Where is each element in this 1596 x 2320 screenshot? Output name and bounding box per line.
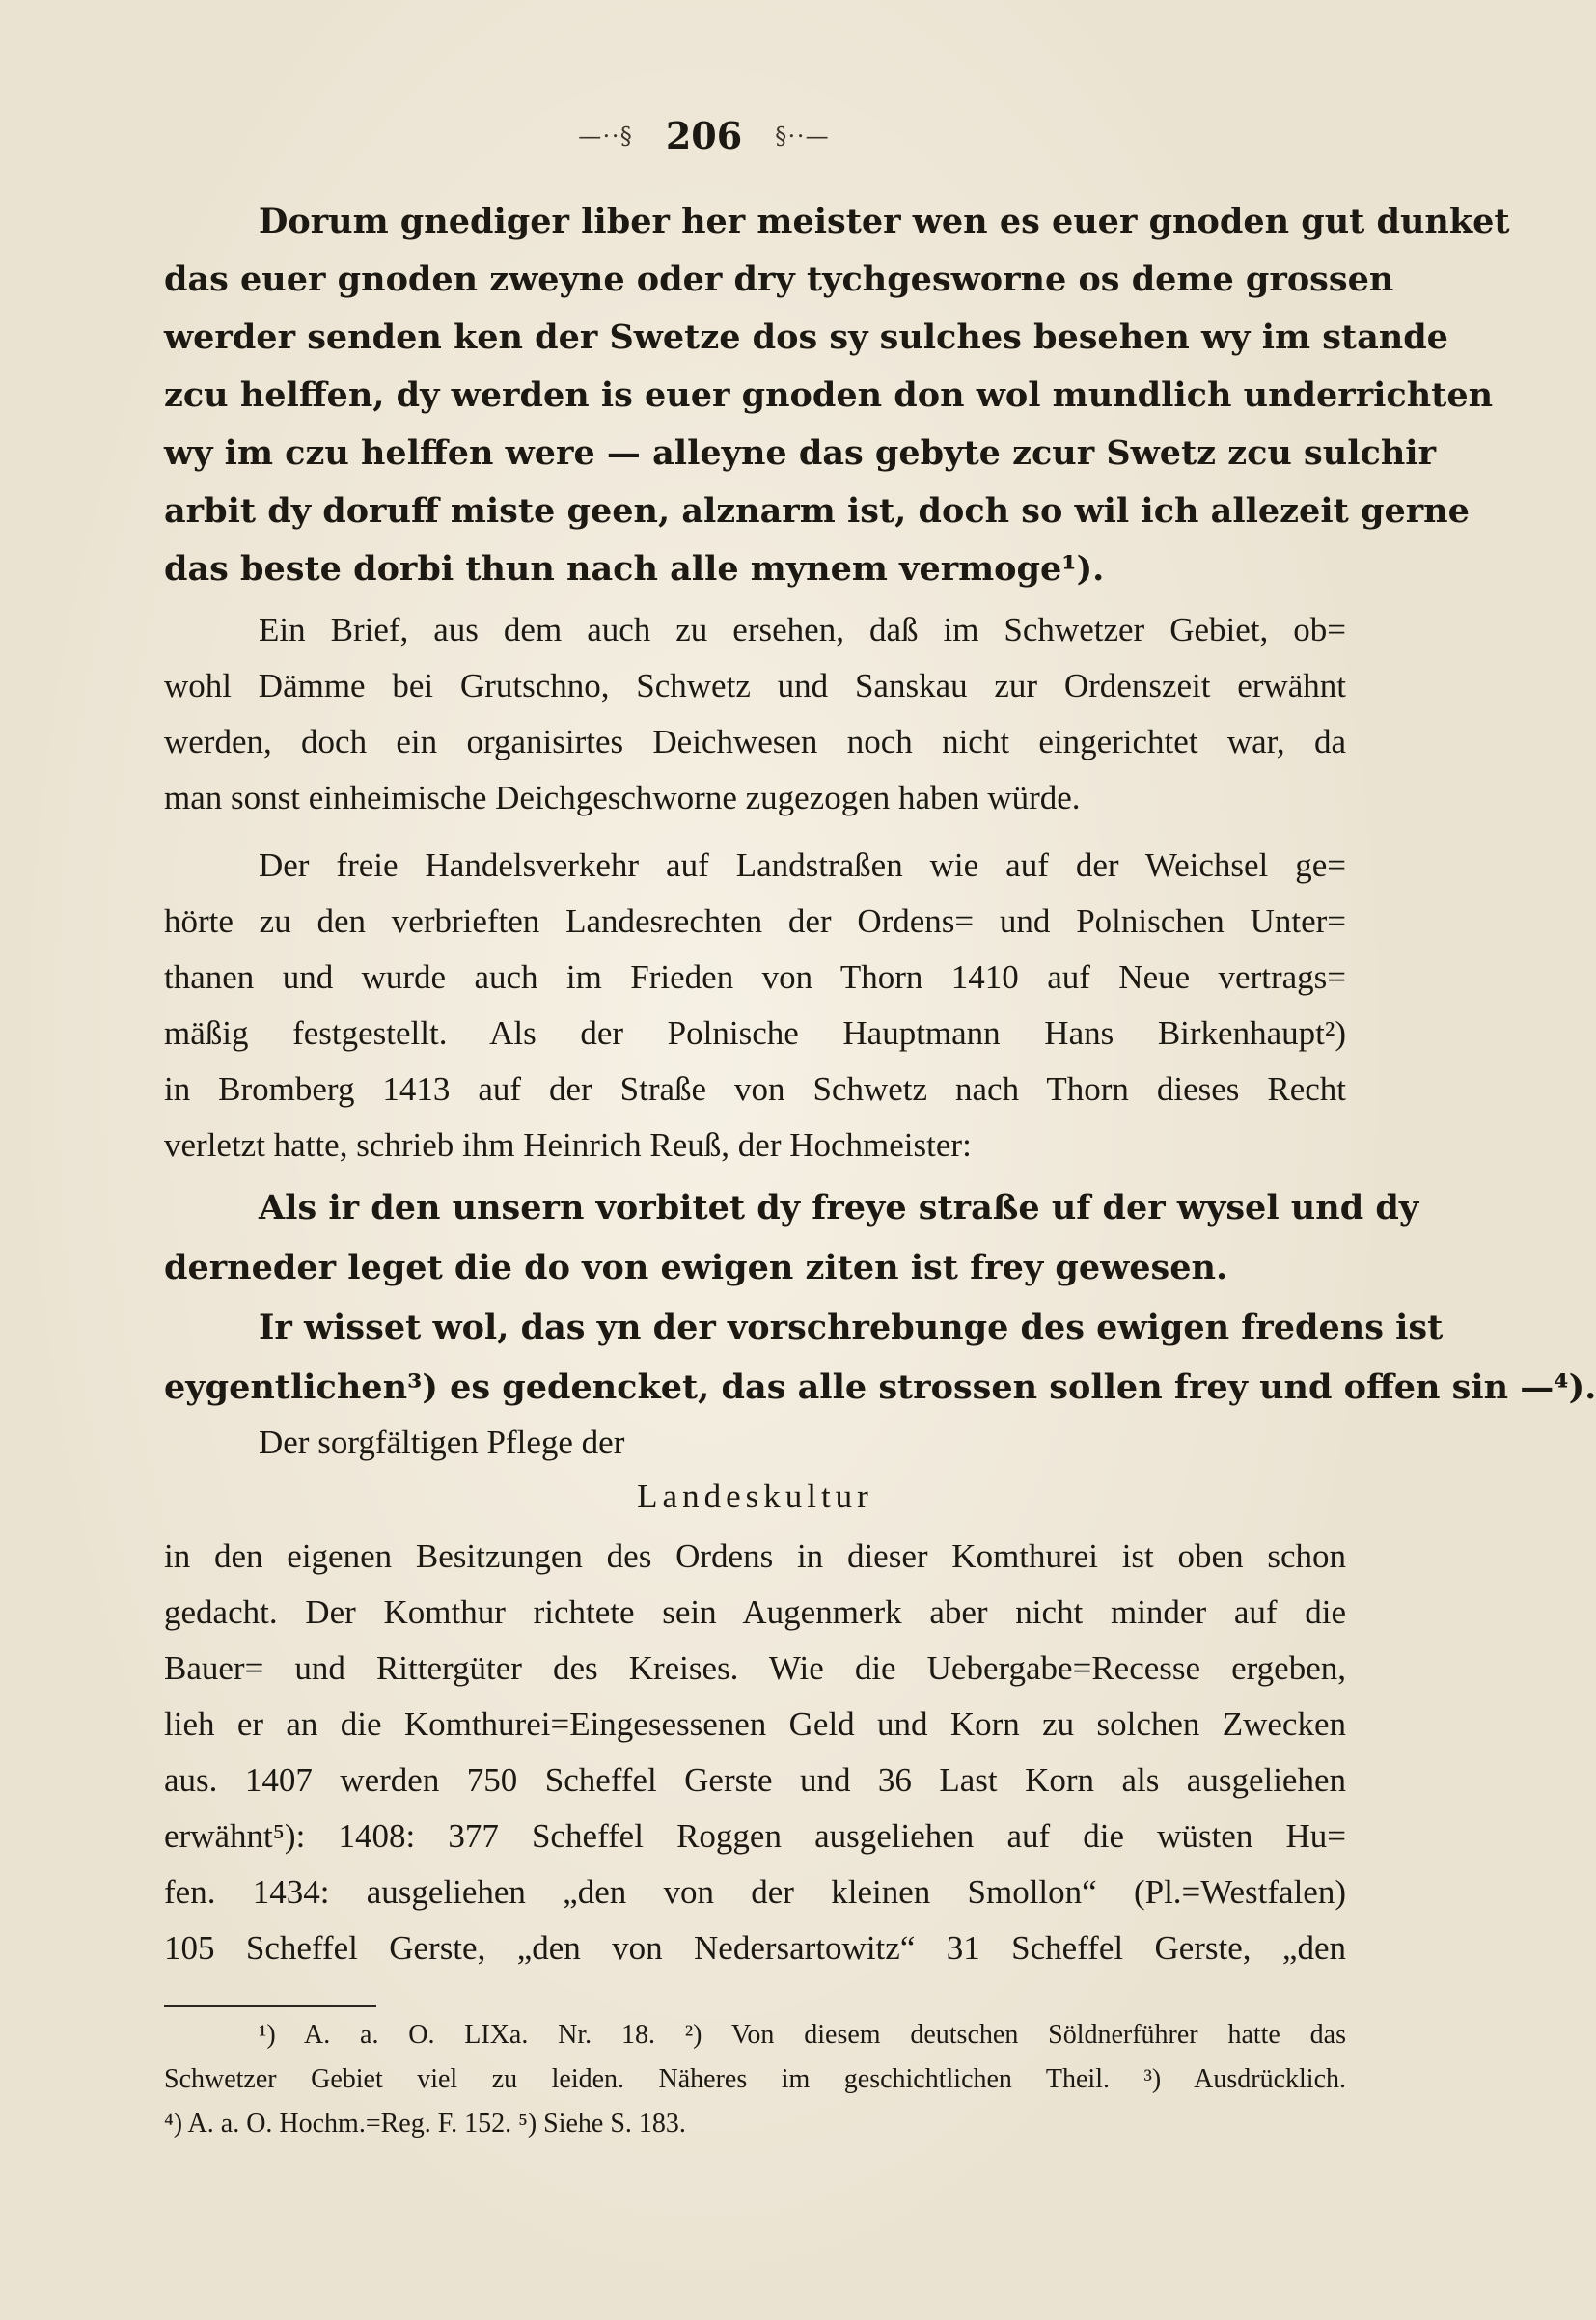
text-line: derneder leget die do von ewigen ziten ist frey gewesen. — [164, 1248, 1228, 1287]
text-line: hörte zu den verbrieften Landesrechten der Ordens= und Polnischen Unter= — [164, 902, 1346, 940]
footnote-rule — [164, 2005, 376, 2007]
text-line: mäßig festgestellt. Als der Polnische Hauptmann Hans Birkenhaupt²) — [164, 1014, 1346, 1052]
text-line: verletzt hatte, schrieb ihm Heinrich Reuß, der Hochmeister: — [164, 1126, 972, 1164]
text-line: Als ir den unsern vorbitet dy freye straße uf der wysel und dy — [259, 1188, 1419, 1228]
footnote-line: ¹) A. a. O. LIXa. Nr. 18. ²) Von diesem deutschen Söldnerführer hatte das — [259, 2020, 1346, 2050]
text-line: das euer gnoden zweyne oder dry tychgesworne os deme grossen — [164, 260, 1394, 299]
text-line: Der freie Handelsverkehr auf Landstraßen wie auf der Weichsel ge= — [259, 846, 1346, 884]
text-line: arbit dy doruff miste geen, alznarm ist, doch so wil ich allezeit gerne — [164, 491, 1470, 531]
text-line: das beste dorbi thun nach alle mynem vermoge¹). — [164, 549, 1105, 589]
text-line: eygentlichen³) es gedencket, das alle strossen sollen frey und offen sin —⁴). — [164, 1367, 1596, 1407]
text-line: 105 Scheffel Gerste, „den von Nedersartowitz“ 31 Scheffel Gerste, „den — [164, 1929, 1346, 1967]
page-header — [0, 108, 1408, 160]
page-number: 206 — [665, 113, 743, 157]
text-line: fen. 1434: ausgeliehen „den von der kleinen Smollon“ (Pl.=Westfalen) — [164, 1873, 1346, 1911]
header-ornament-right: §⋅⋅— — [775, 122, 830, 150]
text-line: Ein Brief, aus dem auch zu ersehen, daß im Schwetzer Gebiet, ob= — [259, 611, 1346, 649]
text-line: wohl Dämme bei Grutschno, Schwetz und Sanskau zur Ordenszeit erwähnt — [164, 667, 1346, 704]
text-line: Der sorgfältigen Pflege der — [259, 1423, 625, 1461]
text-line: gedacht. Der Komthur richtete sein Augenmerk aber nicht minder auf die — [164, 1593, 1346, 1631]
section-heading: Landeskultur — [637, 1478, 873, 1515]
text-line: Dorum gnediger liber her meister wen es euer gnoden gut dunket — [259, 202, 1510, 241]
text-line: werder senden ken der Swetze dos sy sulches besehen wy im stande — [164, 318, 1448, 357]
text-line: aus. 1407 werden 750 Scheffel Gerste und 36 Last Korn als ausgeliehen — [164, 1761, 1346, 1799]
text-line: werden, doch ein organisirtes Deichwesen noch nicht eingerichtet war, da — [164, 723, 1346, 760]
text-line: erwähnt⁵): 1408: 377 Scheffel Roggen ausgeliehen auf die wüsten Hu= — [164, 1817, 1346, 1855]
footnote-line: Schwetzer Gebiet viel zu leiden. Näheres im geschichtlichen Theil. ³) Ausdrücklich. — [164, 2064, 1346, 2094]
text-line: zcu helffen, dy werden is euer gnoden don wol mundlich underrichten — [164, 375, 1494, 415]
text-line: in den eigenen Besitzungen des Ordens in dieser Komthurei ist oben schon — [164, 1537, 1346, 1575]
header-ornament-left: —⋅⋅§ — [578, 122, 633, 150]
text-line: Bauer= und Rittergüter des Kreises. Wie die Uebergabe=Recesse ergeben, — [164, 1649, 1346, 1687]
footnote-line: ⁴) A. a. O. Hochm.=Reg. F. 152. ⁵) Siehe S. 183. — [164, 2109, 686, 2139]
text-line: in Bromberg 1413 auf der Straße von Schwetz nach Thorn dieses Recht — [164, 1070, 1346, 1108]
text-line: Ir wisset wol, das yn der vorschrebunge des ewigen fredens ist — [259, 1308, 1444, 1347]
text-line: man sonst einheimische Deichgeschworne zugezogen haben würde. — [164, 779, 1081, 816]
text-line: wy im czu helffen were — alleyne das gebyte zcur Swetz zcu sulchir — [164, 433, 1437, 473]
text-line: thanen und wurde auch im Frieden von Thorn 1410 auf Neue vertrags= — [164, 958, 1346, 996]
text-line: lieh er an die Komthurei=Eingesessenen Geld und Korn zu solchen Zwecken — [164, 1705, 1346, 1743]
